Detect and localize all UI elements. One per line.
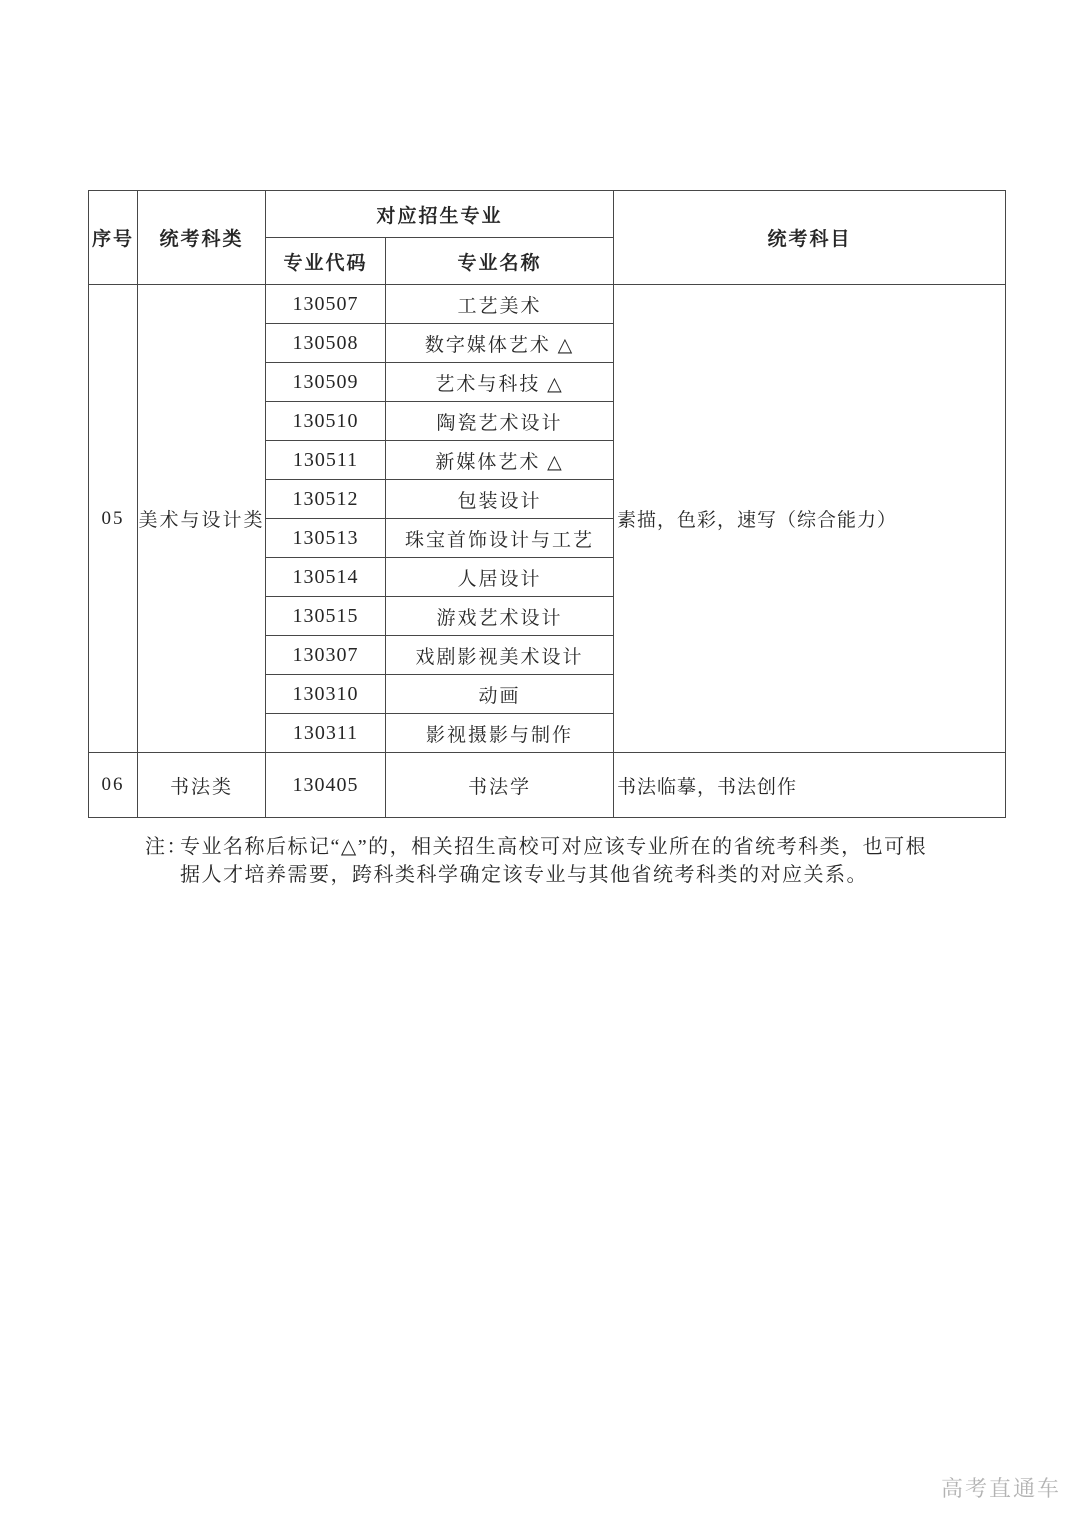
watermark-text: 高考直通车 bbox=[941, 1476, 1062, 1501]
category-cell: 美术与设计类 bbox=[138, 285, 266, 753]
major-name-cell: 动画 bbox=[386, 675, 614, 714]
major-name-cell: 影视摄影与制作 bbox=[386, 714, 614, 753]
major-code-cell: 130509 bbox=[266, 363, 386, 402]
major-code-cell: 130405 bbox=[266, 753, 386, 818]
subjects-cell: 书法临摹，书法创作 bbox=[614, 753, 1006, 818]
major-code-cell: 130307 bbox=[266, 636, 386, 675]
major-name-cell: 人居设计 bbox=[386, 558, 614, 597]
footnote-label: 注： bbox=[145, 836, 188, 858]
major-code-cell: 130511 bbox=[266, 441, 386, 480]
header-serial: 序号 bbox=[89, 191, 138, 285]
subjects-cell: 素描，色彩，速写（综合能力） bbox=[614, 285, 1006, 753]
major-name-cell: 艺术与科技 △ bbox=[386, 363, 614, 402]
footnote-line-1: 专业名称后标记“△”的，相关招生高校可对应该专业所在的省统考科类，也可根 bbox=[180, 836, 928, 858]
majors-table bbox=[88, 190, 1006, 818]
table-row bbox=[89, 753, 1006, 818]
major-code-cell: 130510 bbox=[266, 402, 386, 441]
major-code-cell: 130310 bbox=[266, 675, 386, 714]
header-major-code: 专业代码 bbox=[266, 238, 386, 285]
major-code-cell: 130513 bbox=[266, 519, 386, 558]
major-name-cell: 珠宝首饰设计与工艺 bbox=[386, 519, 614, 558]
table-row bbox=[89, 285, 1006, 324]
major-name-cell: 书法学 bbox=[386, 753, 614, 818]
major-name-cell: 包装设计 bbox=[386, 480, 614, 519]
major-name-cell: 数字媒体艺术 △ bbox=[386, 324, 614, 363]
header-subjects: 统考科目 bbox=[614, 191, 1006, 285]
major-code-cell: 130311 bbox=[266, 714, 386, 753]
major-code-cell: 130514 bbox=[266, 558, 386, 597]
footnote-line-2: 据人才培养需要，跨科类科学确定该专业与其他省统考科类的对应关系。 bbox=[180, 864, 868, 886]
majors-table-body bbox=[89, 285, 1006, 818]
major-name-cell: 戏剧影视美术设计 bbox=[386, 636, 614, 675]
major-code-cell: 130508 bbox=[266, 324, 386, 363]
header-major-name: 专业名称 bbox=[386, 238, 614, 285]
serial-cell: 05 bbox=[89, 285, 138, 753]
major-name-cell: 游戏艺术设计 bbox=[386, 597, 614, 636]
majors-table-header bbox=[89, 191, 1006, 285]
serial-cell: 06 bbox=[89, 753, 138, 818]
major-name-cell: 工艺美术 bbox=[386, 285, 614, 324]
header-row-1 bbox=[89, 191, 1006, 238]
major-code-cell: 130507 bbox=[266, 285, 386, 324]
category-cell: 书法类 bbox=[138, 753, 266, 818]
major-code-cell: 130515 bbox=[266, 597, 386, 636]
header-majors-group: 对应招生专业 bbox=[266, 191, 614, 238]
major-name-cell: 陶瓷艺术设计 bbox=[386, 402, 614, 441]
header-category: 统考科类 bbox=[138, 191, 266, 285]
major-code-cell: 130512 bbox=[266, 480, 386, 519]
footnote bbox=[145, 833, 975, 889]
footnote-text bbox=[180, 833, 975, 889]
major-name-cell: 新媒体艺术 △ bbox=[386, 441, 614, 480]
